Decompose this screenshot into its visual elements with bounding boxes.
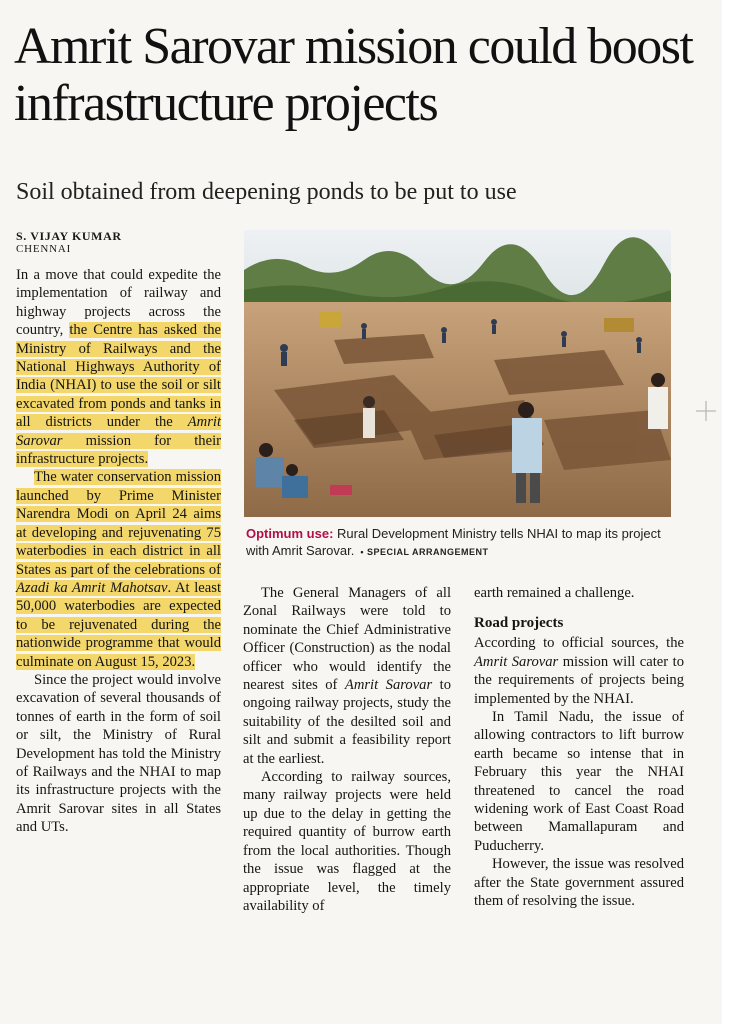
paragraph — [16, 266, 221, 468]
text: The General Managers of all Zonal Railways were told to nominate the Chief Administrative Officer (Construction) as the nodal officer who would identify the nearest sites of — [243, 585, 451, 694]
paragraph: According to railway sources, many railway projects were held up due to the delay in getting the required quantity of burrow earth from the local authorities. Though the issue was flagged at the appropriate level, the timely availability of — [243, 769, 451, 914]
text: the Centre has asked the Ministry of Railways and the National Highways Authority of India (NHAI) to use the soil or silt excavated from ponds and tanks in all districts under the — [16, 322, 221, 431]
paragraph — [243, 584, 451, 768]
paragraph: Since the project would involve excavation of several thousands of tonnes of earth in the form of soil or silt, the Ministry of Rural Development has told the Ministry of Railways and the NHAI to map its infrastructure projects with the Amrit Sarovar sites in all States and UTs. — [16, 671, 221, 836]
highlighted-text — [16, 322, 221, 467]
subheading: Road projects — [474, 615, 564, 632]
text: In a move that could expedite the implementation of railway and highway projects across the country, — [16, 267, 221, 339]
column-1 — [16, 266, 221, 837]
italic-text: Amrit Sarovar — [474, 653, 559, 670]
text: to ongoing railway projects, study the suitability of the desilted soil and silt and submit a feasibility report at the earliest. — [243, 677, 452, 767]
paragraph: However, the issue was resolved after the State government assured them of resolving the issue. — [474, 856, 684, 910]
deck: Soil obtained from deepening ponds to be put to use — [16, 179, 517, 205]
text: mission for their infrastructure projects. — [16, 432, 221, 468]
news-photo — [244, 230, 671, 517]
author: S. VIJAY KUMAR — [16, 229, 122, 243]
column-3 — [474, 584, 684, 911]
text: According to official sources, the — [474, 635, 684, 652]
plus-icon — [695, 400, 717, 422]
caption-lead: Optimum use: — [246, 526, 334, 541]
italic-text: Azadi ka Amrit Mahotsav — [16, 579, 168, 596]
dateline: CHENNAI — [16, 243, 72, 255]
highlighted-text — [16, 469, 221, 669]
italic-text: Amrit Sarovar — [344, 677, 433, 694]
paragraph — [16, 468, 221, 670]
byline — [16, 229, 122, 256]
paragraph — [474, 634, 684, 708]
photo-credit: • SPECIAL ARRANGEMENT — [360, 547, 489, 557]
paragraph: In Tamil Nadu, the issue of allowing contractors to lift burrow earth became so intense that in February this year the NHAI threatened to cancel the road widening work of East Coast Road between Mamallapuram and Puducherry. — [474, 709, 684, 854]
caption-text: Rural Development Ministry tells NHAI to map its project with Amrit Sarovar. — [246, 526, 661, 558]
photo-caption — [246, 525, 676, 561]
italic-text: Amrit Sarovar — [16, 414, 221, 449]
page-edge — [722, 0, 746, 1024]
paragraph: earth remained a challenge. — [474, 585, 635, 601]
excavation-site-image — [244, 230, 671, 517]
headline: Amrit Sarovar mission could boost infrastructure projects — [14, 18, 693, 132]
column-2 — [243, 584, 451, 915]
text: . At least 50,000 waterbodies are expected to be rejuvenated during the nationwide programme that would culminate on August 15, 2023. — [16, 579, 221, 670]
text: mission will cater to the requirements of projects being implemented by the NHAI. — [474, 653, 684, 707]
text: The water conservation mission launched by Prime Minister Narendra Modi on April 24 aims at developing and rejuvenating 75 waterbodies in each district in all States as part of the celebrations of — [16, 469, 221, 578]
